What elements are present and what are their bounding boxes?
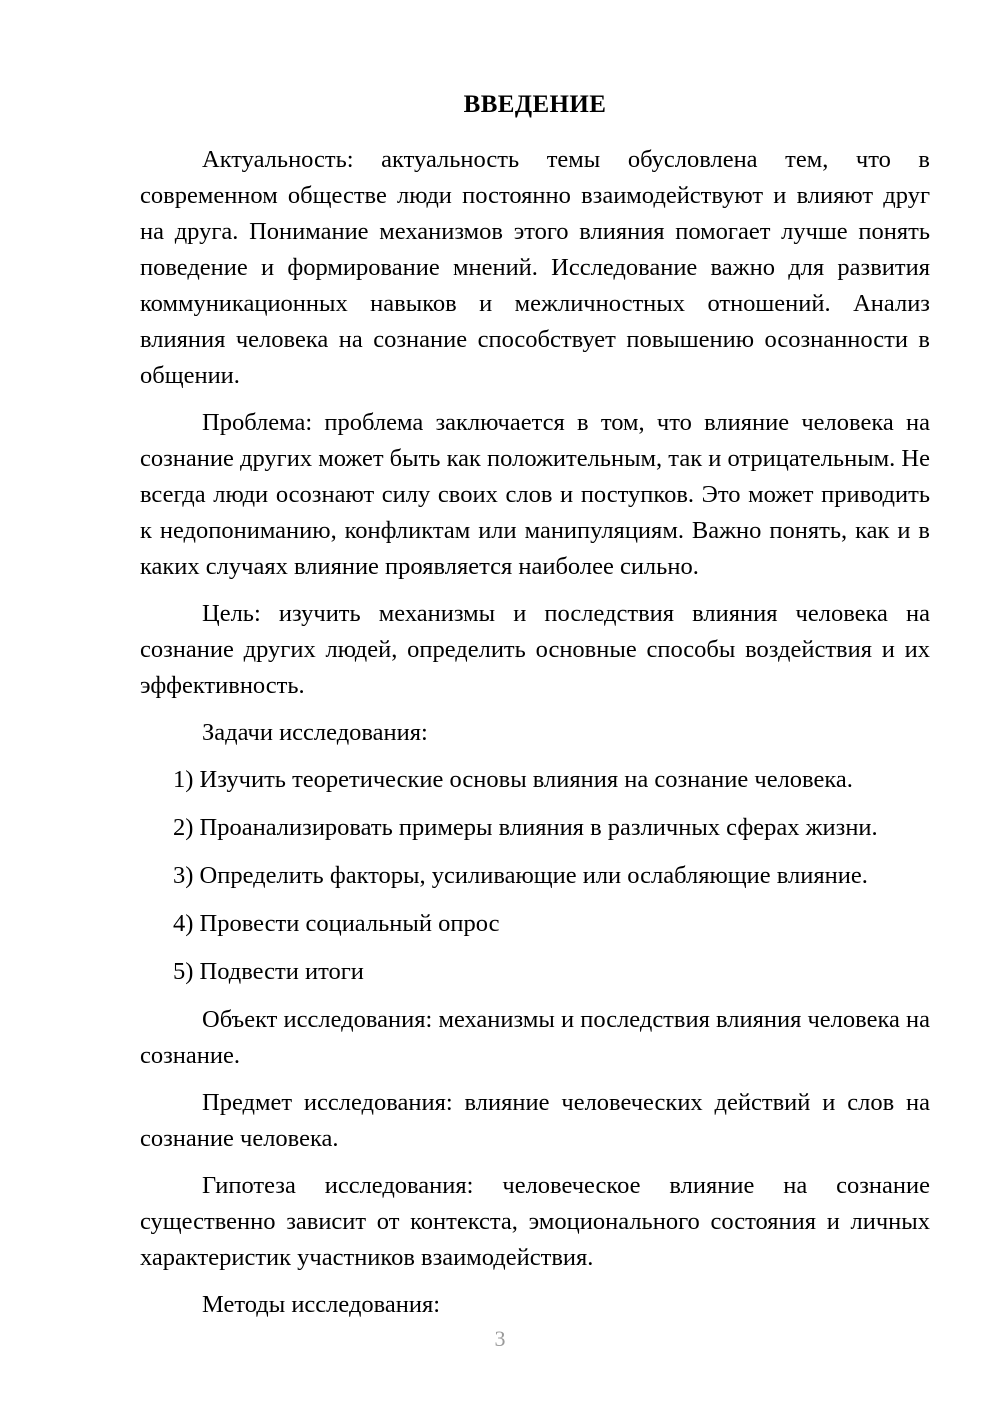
- paragraph-goal: Цель: изучить механизмы и последствия влияния человека на сознание других людей, определить основные способы воздействия и их эффективность.: [140, 600, 930, 699]
- tasks-list: [140, 762, 930, 990]
- list-item: 1) Изучить теоретические основы влияния на сознание человека.: [173, 766, 853, 793]
- paragraph-relevance: Актуальность: актуальность темы обусловлена тем, что в современном обществе люди постоянно взаимодействуют и влияют друг на друга. Понимание механизмов этого влияния помогает лучше понять поведение и формирование мнений. Исследование важно для развития коммуникационных навыков и межличностных отношений. Анализ влияния человека на сознание способствует повышению осознанности в общении.: [140, 146, 930, 389]
- page-number: 3: [494, 1326, 506, 1351]
- paragraph-hypothesis: Гипотеза исследования: человеческое влияние на сознание существенно зависит от контекста, эмоционального состояния и личных характеристик участников взаимодействия.: [140, 1172, 930, 1271]
- methods-label: Методы исследования:: [202, 1291, 441, 1318]
- paragraph-object: Объект исследования: механизмы и последствия влияния человека на сознание.: [140, 1006, 930, 1069]
- paragraph-problem: Проблема: проблема заключается в том, что влияние человека на сознание других может быть как положительным, так и отрицательным. Не всегда люди осознают силу своих слов и поступков. Это может приводить к недопониманию, конфликтам или манипуляциям. Важно понять, как и в каких случаях влияние проявляется наиболее сильно.: [140, 409, 930, 580]
- list-item: 5) Подвести итоги: [173, 958, 364, 985]
- page-title: ВВЕДЕНИЕ: [463, 91, 607, 118]
- list-item: 4) Провести социальный опрос: [173, 910, 500, 937]
- document-body: [140, 88, 930, 1334]
- list-item: 3) Определить факторы, усиливающие или ослабляющие влияние.: [173, 862, 868, 889]
- list-item: 2) Проанализировать примеры влияния в различных сферах жизни.: [173, 814, 878, 841]
- tasks-label: Задачи исследования:: [202, 719, 428, 746]
- paragraph-subject: Предмет исследования: влияние человеческих действий и слов на сознание человека.: [140, 1089, 930, 1152]
